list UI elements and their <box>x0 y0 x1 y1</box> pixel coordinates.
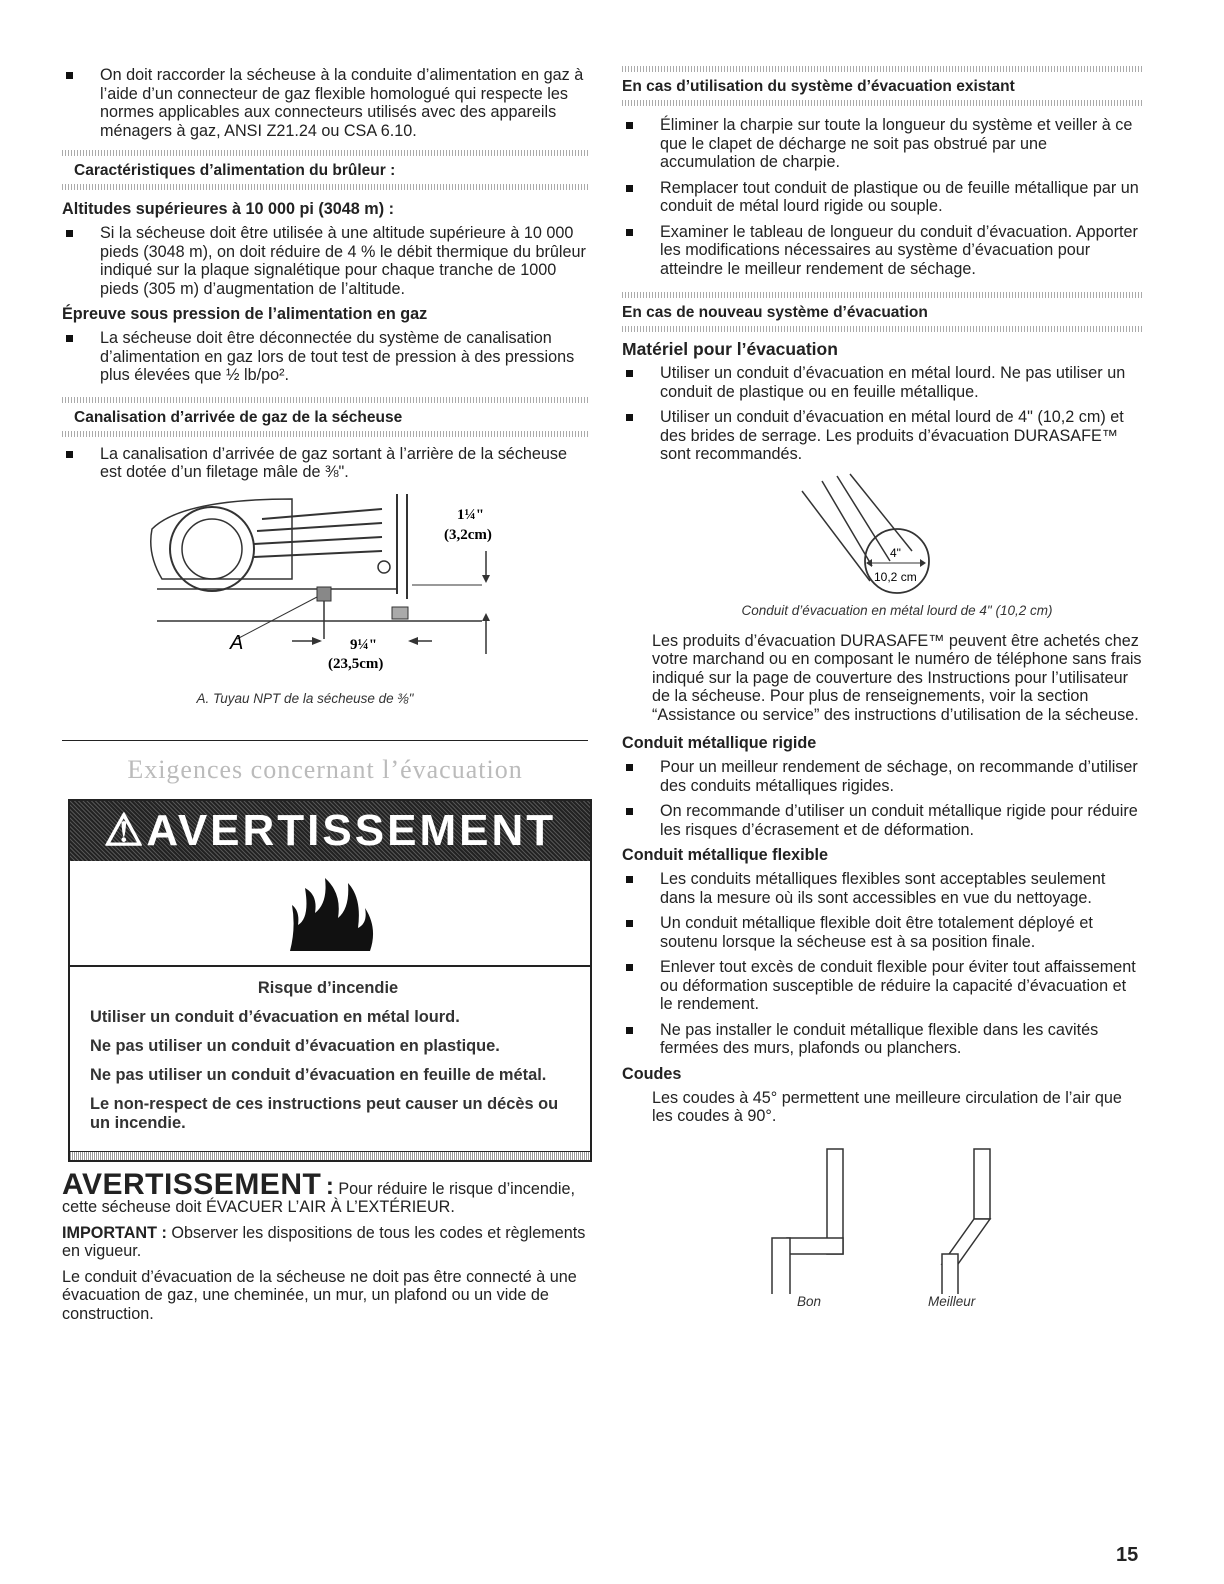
section-rule <box>62 740 588 741</box>
avertissement-word: AVERTISSEMENT <box>62 1167 322 1201</box>
elbow-labels <box>622 1294 1142 1316</box>
warning-triangle-icon: ⚠ <box>103 805 147 855</box>
altitude-heading: Altitudes supérieures à 10 000 pi (3048 m) : <box>62 200 394 218</box>
avertissement-colon: : <box>325 1172 334 1200</box>
divider <box>622 326 1142 332</box>
final-paragraph: Le conduit d’évacuation de la sécheuse ne doit pas être connecté à une évacuation de gaz, une cheminée, un mur, un plafond ou un vide de construction. <box>62 1267 577 1323</box>
supply-heading: Canalisation d’arrivée de gaz de la sécheuse <box>74 408 403 426</box>
material-bullet: Utiliser un conduit d’évacuation en métal lourd. Ne pas utiliser un conduit de plastique ou en feuille métallique. <box>622 364 1142 401</box>
material-heading: Matériel pour l’évacuation <box>622 339 838 359</box>
warning-line: Ne pas utiliser un conduit d’évacuation en plastique. <box>90 1036 500 1055</box>
divider <box>62 431 588 437</box>
right-column <box>622 66 1142 1316</box>
elbow-better-label: Meilleur <box>928 1293 976 1309</box>
dryer-gas-pipe-diagram <box>62 489 588 689</box>
dim-1-cm-label: (3,2cm) <box>444 526 492 543</box>
warning-line: Le non-respect de ces instructions peut causer un décès ou un incendie. <box>90 1094 559 1132</box>
important-text: Observer les dispositions de tous les codes et règlements en vigueur. <box>62 1223 586 1260</box>
flex-bullet: Un conduit métallique flexible doit être totalement déployé et soutenu lorsque la sécheuse est à sa position finale. <box>622 914 1142 951</box>
rigid-heading: Conduit métallique rigide <box>622 734 817 752</box>
elbow-paragraph: Les coudes à 45° permettent une meilleure circulation de l’air que les coudes à 90°. <box>652 1088 1122 1125</box>
warning-foot <box>70 1151 590 1160</box>
flex-bullet: Enlever tout excès de conduit flexible pour éviter tout affaissement ou déformation susceptible de réduire la capacité d’évacuation et le rendement. <box>622 958 1142 1014</box>
pressure-heading: Épreuve sous pression de l’alimentation en gaz <box>62 305 428 323</box>
elbow-good-label: Bon <box>797 1293 822 1309</box>
dim-2-label: 9¼" <box>350 636 378 653</box>
supply-bullet: La canalisation d’arrivée de gaz sortant à l’arrière de la sécheuse est dotée d’un filetage mâle de ⅜". <box>62 445 588 482</box>
dim-1-label: 1¼" <box>457 506 485 523</box>
duct-cm-label: 10,2 cm <box>874 569 917 584</box>
elbow-better-duct <box>974 1149 990 1219</box>
duct-caption: Conduit d’évacuation en métal lourd de 4" (10,2 cm) <box>741 602 1053 618</box>
elbow-heading: Coudes <box>622 1064 682 1083</box>
duct-diagram <box>622 471 1142 601</box>
gas-connector-bullet: On doit raccorder la sécheuse à la conduite d’alimentation en gaz à l’aide d’un connecteur de gaz flexible homologué qui respecte les normes applicables aux connecteurs utilisés avec des appareils ménagers à gaz, ANSI Z21.24 ou CSA 6.10. <box>62 66 588 140</box>
existing-bullet: Éliminer la charpie sur toute la longueur du système et veiller à ce que le clapet de décharge ne soit pas obstrué par une accumulation de charpie. <box>622 116 1142 172</box>
dim-2-cm-label: (23,5cm) <box>328 655 384 672</box>
material-bullet: Utiliser un conduit d’évacuation en métal lourd de 4" (10,2 cm) et des brides de serrage. Les produits d’évacuation DURASAFE™ sont recommandés. <box>622 408 1142 464</box>
durasafe-paragraph: Les produits d’évacuation DURASAFE™ peuvent être achetés chez votre marchand ou en composant le numéro de téléphone sans frais indiqué sur la page de couverture des Instructions pour l’utilisateur de la sécheuse. Pour plus de renseignements, voir la section “Assistance ou service” des instructions d’utilisation de la sécheuse. <box>652 631 1142 724</box>
divider <box>62 184 588 190</box>
altitude-bullet: Si la sécheuse doit être utilisée à une altitude supérieure à 10 000 pieds (3048 m), on doit réduire de 4 % le débit thermique du brûleur indiqué sur la plaque signalétique pour chaque tranche de 1000 pieds (305 m) d’augmentation de l’altitude. <box>62 224 588 298</box>
avertissement-paragraph <box>62 1167 588 1217</box>
rigid-bullet: Pour un meilleur rendement de séchage, on recommande d’utiliser des conduits métalliques rigides. <box>622 758 1142 795</box>
existing-bullet: Remplacer tout conduit de plastique ou de feuille métallique par un conduit de métal lourd rigide ou souple. <box>622 179 1142 216</box>
avertissement-text: Pour réduire le risque d’incendie, cette sécheuse doit ÉVACUER L’AIR À L’EXTÉRIEUR. <box>62 1179 575 1216</box>
callout-a-label: A <box>230 631 244 654</box>
gas-pipe-caption: A. Tuyau NPT de la sécheuse de ⅜" <box>196 690 414 706</box>
left-column <box>62 66 588 1323</box>
warning-text <box>70 967 590 1151</box>
warning-band-label: AVERTISSEMENT <box>146 805 557 855</box>
flame-icon <box>280 873 380 953</box>
pressure-bullet: La sécheuse doit être déconnectée du système de canalisation d’alimentation en gaz lors de tout test de pression à des pressions plus élevées que ½ lb/po². <box>62 329 588 385</box>
rigid-bullet: On recommande d’utiliser un conduit métallique rigide pour réduire les risques d’écrasement et de déformation. <box>622 802 1142 839</box>
duct-inch-label: 4" <box>890 545 901 560</box>
flex-bullet: Ne pas installer le conduit métallique flexible dans les cavités fermées des murs, plafonds ou planchers. <box>622 1021 1142 1058</box>
fire-hazard-icon <box>70 861 590 967</box>
exhaust-section-title: Exigences concernant l’évacuation <box>127 754 523 784</box>
warning-line: Ne pas utiliser un conduit d’évacuation en feuille de métal. <box>90 1065 547 1084</box>
divider <box>622 100 1142 106</box>
warning-line: Utiliser un conduit d’évacuation en métal lourd. <box>90 1007 460 1026</box>
flex-bullet: Les conduits métalliques flexibles sont acceptables seulement dans la mesure où ils sont accessibles en vue du nettoyage. <box>622 870 1142 907</box>
existing-bullet: Examiner le tableau de longueur du conduit d’évacuation. Apporter les modifications nécessaires au système d’évacuation pour atteindre le meilleur rendement de séchage. <box>622 223 1142 279</box>
new-system-heading: En cas de nouveau système d’évacuation <box>622 304 928 321</box>
burner-heading: Caractéristiques d’alimentation du brûleur : <box>74 162 396 179</box>
page-number: 15 <box>1116 1544 1139 1566</box>
warning-risk: Risque d’incendie <box>257 978 399 997</box>
flex-heading: Conduit métallique flexible <box>622 846 828 864</box>
existing-system-heading: En cas d’utilisation du système d’évacuation existant <box>622 78 1015 95</box>
elbow-diagram <box>622 1144 1142 1294</box>
warning-box <box>68 799 592 1162</box>
important-paragraph <box>62 1224 588 1261</box>
warning-band <box>70 801 590 861</box>
important-label: IMPORTANT : <box>62 1223 167 1242</box>
